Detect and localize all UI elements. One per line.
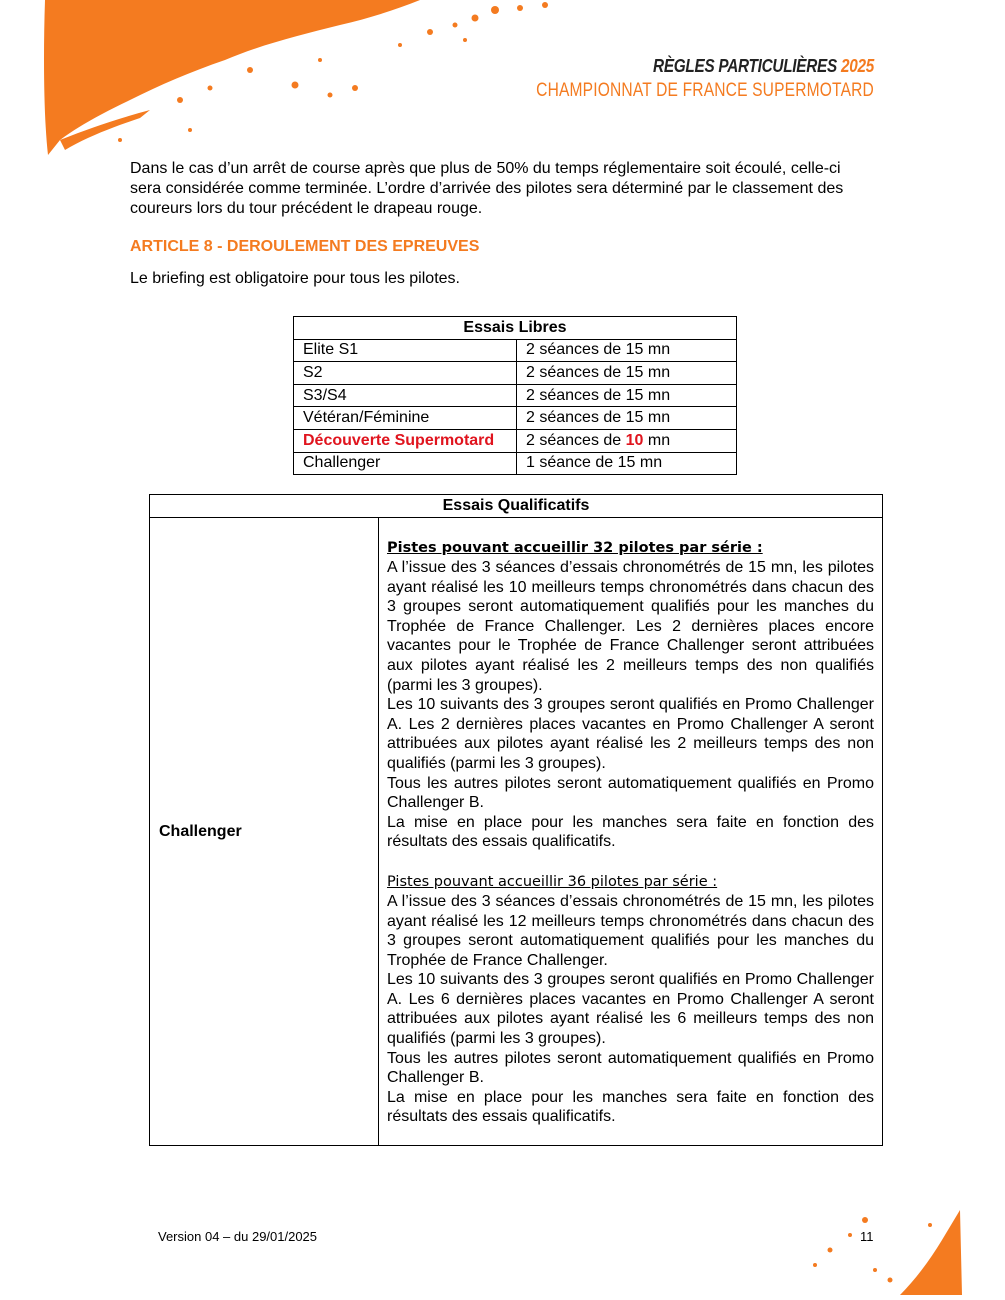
brush-decoration-bottom (790, 1195, 1005, 1300)
page-number: 11 (860, 1229, 874, 1244)
essais-libres-table (293, 316, 737, 475)
rules-cell (379, 518, 883, 1146)
category-cell: Vétéran/Féminine (294, 407, 517, 430)
category-cell: S2 (294, 362, 517, 385)
value-suffix: mn (643, 431, 671, 449)
essais-qualificatifs-title: Essais Qualificatifs (150, 495, 883, 518)
table-row (294, 362, 737, 385)
essais-libres-title: Essais Libres (294, 317, 737, 340)
rule-paragraph: La mise en place pour les manches sera faite en fonction des résultats des essais qualificatifs. (387, 813, 874, 851)
header-year: 2025 (840, 56, 874, 76)
section-spacer (387, 852, 874, 872)
category-cell: Challenger (294, 452, 517, 475)
table-header-row (150, 495, 883, 518)
value-cell (517, 429, 737, 452)
header-subtitle: CHAMPIONNAT DE FRANCE SUPERMOTARD (536, 80, 874, 101)
category-cell: S3/S4 (294, 384, 517, 407)
value-cell: 2 séances de 15 mn (517, 339, 737, 362)
header-title-text: RÈGLES PARTICULIÈRES (653, 56, 837, 76)
rule-paragraph: Tous les autres pilotes seront automatiquement qualifiés en Promo Challenger B. (387, 774, 874, 812)
table-header-row (294, 317, 737, 340)
table-row (294, 384, 737, 407)
value-cell: 2 séances de 15 mn (517, 407, 737, 430)
table-row (150, 518, 883, 1146)
document-header (462, 56, 874, 102)
essais-qualificatifs-table (149, 494, 883, 1146)
value-cell: 2 séances de 15 mn (517, 362, 737, 385)
table-row (294, 407, 737, 430)
value-prefix: 2 séances de (526, 431, 626, 449)
rule-paragraph: La mise en place pour les manches sera faite en fonction des résultats des essais qualificatifs. (387, 1088, 874, 1126)
value-cell: 1 séance de 15 mn (517, 452, 737, 475)
rule-paragraph: Les 10 suivants des 3 groupes seront qualifiés en Promo Challenger A. Les 2 dernières places vacantes en Promo Challenger A seront attribuées aux pilotes ayant réalisé les 2 meilleurs temps des non qualifiés (parmi les 3 groupes). (387, 696, 874, 772)
section-heading-36: Pistes pouvant accueillir 36 pilotes par série : (387, 873, 718, 890)
rule-paragraph: A l’issue des 3 séances d’essais chronométrés de 15 mn, les pilotes ayant réalisé les 12 meilleurs temps chronométrés dans chacun des 3 groupes seront automatiquement qualifiés pour les manches du Trophée de France Challenger. (387, 892, 874, 969)
category-cell-highlighted: Découverte Supermotard (294, 429, 517, 452)
rule-paragraph: Tous les autres pilotes seront automatiquement qualifiés en Promo Challenger B. (387, 1049, 874, 1087)
table-row (294, 429, 737, 452)
category-cell: Challenger (150, 518, 379, 1146)
footer-version: Version 04 – du 29/01/2025 (158, 1229, 318, 1244)
value-cell: 2 séances de 15 mn (517, 384, 737, 407)
briefing-text: Le briefing est obligatoire pour tous les pilotes. (130, 270, 460, 287)
section-heading-32: Pistes pouvant accueillir 32 pilotes par série : (387, 540, 763, 556)
article-heading: ARTICLE 8 - DEROULEMENT DES EPREUVES (130, 238, 480, 255)
intro-paragraph: Dans le cas d’un arrêt de course après que plus de 50% du temps réglementaire soit écoulé, celle-ci sera considérée comme terminée. L’ordre d’arrivée des pilotes sera déterminé par le classement des coureurs lors du tour précédent le drapeau rouge. (130, 160, 844, 217)
header-title (524, 56, 874, 77)
rule-paragraph: Les 10 suivants des 3 groupes seront qualifiés en Promo Challenger A. Les 6 dernières places vacantes en Promo Challenger A seront attribuées aux pilotes ayant réalisé les 6 meilleurs temps des non qualifiés (parmi les 3 groupes). (387, 971, 874, 1048)
category-cell: Elite S1 (294, 339, 517, 362)
rule-paragraph: A l’issue des 3 séances d’essais chronométrés de 15 mn, les pilotes ayant réalisé les 10 meilleurs temps chronométrés dans chacun des 3 groupes seront automatiquement qualifiés pour les manches du Trophée de France Challenger. Les 2 dernières places encore vacantes pour le Trophée de France Challenger seront attribuées aux pilotes ayant réalisé les 2 meilleurs temps des non qualifiés (parmi les 3 groupes). (387, 559, 874, 694)
table-row (294, 452, 737, 475)
value-highlight: 10 (625, 431, 644, 449)
table-row (294, 339, 737, 362)
